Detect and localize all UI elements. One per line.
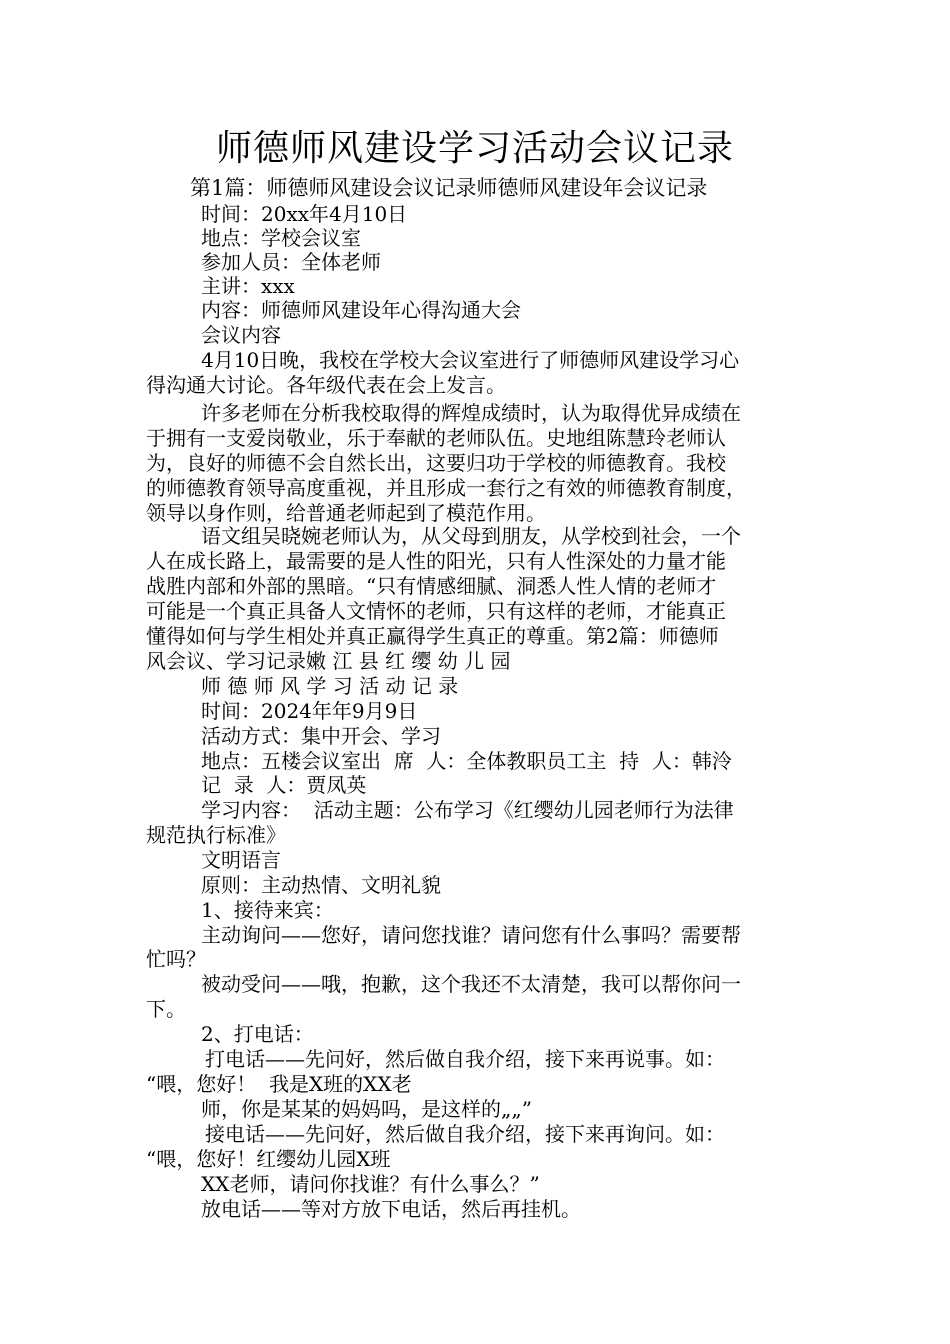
section-1-heading: 第1篇：师德师风建设会议记录师德师风建设年会议记录 xyxy=(190,176,708,200)
activity-location: 地点：五楼会议室出 席 人：全体教职员工主 持 人：韩泠 xyxy=(201,749,732,773)
paragraph-line: “喂，您好！红缨幼儿园X班 xyxy=(146,1147,391,1171)
paragraph-line: 主动询问——您好，请问您找谁？请问您有什么事吗？需要帮 xyxy=(201,923,741,947)
meeting-location: 地点：学校会议室 xyxy=(201,226,361,250)
civil-language-heading: 文明语言 xyxy=(201,848,281,872)
receive-guests-heading: 1、接待来宾： xyxy=(201,898,334,922)
paragraph-line: 得沟通大讨论。各年级代表在会上发言。 xyxy=(146,373,506,397)
paragraph-line: 下。 xyxy=(146,997,186,1021)
paragraph-line: 接电话——先问好，然后做自我介绍，接下来再询问。如： xyxy=(205,1122,725,1146)
study-content: 学习内容： 活动主题：公布学习《红缨幼儿园老师行为法律 xyxy=(201,798,734,822)
paragraph-line: 师，你是某某的妈妈吗，是这样的„„” xyxy=(201,1097,532,1121)
paragraph-line: XX老师，请问你找谁？有什么事么？” xyxy=(201,1172,540,1196)
meeting-speaker: 主讲：xxx xyxy=(201,274,295,298)
paragraph-line: 许多老师在分析我校取得的辉煌成绩时，认为取得优异成绩在 xyxy=(201,401,741,425)
paragraph-line: 风会议、学习记录嫩 江 县 红 缨 幼 儿 园 xyxy=(146,649,511,673)
principle: 原则：主动热情、文明礼貌 xyxy=(201,873,441,897)
paragraph-line: 领导以身作则，给普通老师起到了模范作用。 xyxy=(146,501,546,525)
paragraph-line: 可能是一个真正具备人文情怀的老师，只有这样的老师，才能真正 xyxy=(146,599,726,623)
activity-recorder: 记 录 人：贾凤英 xyxy=(201,773,367,797)
document-title: 师德师风建设学习活动会议记录 xyxy=(215,128,734,169)
meeting-content: 内容：师德师风建设年心得沟通大会 xyxy=(201,298,521,322)
meeting-time: 时间：20xx年4月10日 xyxy=(201,202,408,226)
paragraph-line: 懂得如何与学生相处并真正赢得学生真正的尊重。第2篇：师德师 xyxy=(146,624,719,648)
paragraph-line: 被动受问——哦，抱歉，这个我还不太清楚，我可以帮你问一 xyxy=(201,972,741,996)
paragraph-line: 的师德教育领导高度重视，并且形成一套行之有效的师德教育制度， xyxy=(146,476,746,500)
activity-time: 时间：2024年年9月9日 xyxy=(201,699,418,723)
section-2-heading: 师 德 师 风 学 习 活 动 记 录 xyxy=(201,674,459,698)
study-content-cont: 规范执行标准》 xyxy=(146,823,286,847)
phone-call-heading: 2、打电话： xyxy=(201,1022,314,1046)
activity-method: 活动方式：集中开会、学习 xyxy=(201,724,441,748)
paragraph-line: 人在成长路上，最需要的是人性的阳光，只有人性深处的力量才能 xyxy=(146,549,726,573)
paragraph-line: 于拥有一支爱岗敬业，乐于奉献的老师队伍。史地组陈慧玲老师认 xyxy=(146,426,726,450)
paragraph-line: 忙吗？ xyxy=(146,947,206,971)
paragraph-line: 战胜内部和外部的黑暗。“只有情感细腻、洞悉人性人情的老师才 xyxy=(146,574,717,598)
paragraph-line: 语文组吴晓婉老师认为，从父母到朋友，从学校到社会，一个 xyxy=(201,524,741,548)
meeting-participants: 参加人员：全体老师 xyxy=(201,250,381,274)
paragraph-line: 为，良好的师德不会自然长出，这要归功于学校的师德教育。我校 xyxy=(146,451,726,475)
meeting-content-heading: 会议内容 xyxy=(201,323,281,347)
paragraph-line: “喂，您好！ 我是X班的XX老 xyxy=(146,1072,412,1096)
paragraph-line: 打电话——先问好，然后做自我介绍，接下来再说事。如： xyxy=(205,1047,725,1071)
paragraph-line: 4月10日晚，我校在学校大会议室进行了师德师风建设学习心 xyxy=(201,348,740,372)
paragraph-line: 放电话——等对方放下电话，然后再挂机。 xyxy=(201,1197,581,1221)
